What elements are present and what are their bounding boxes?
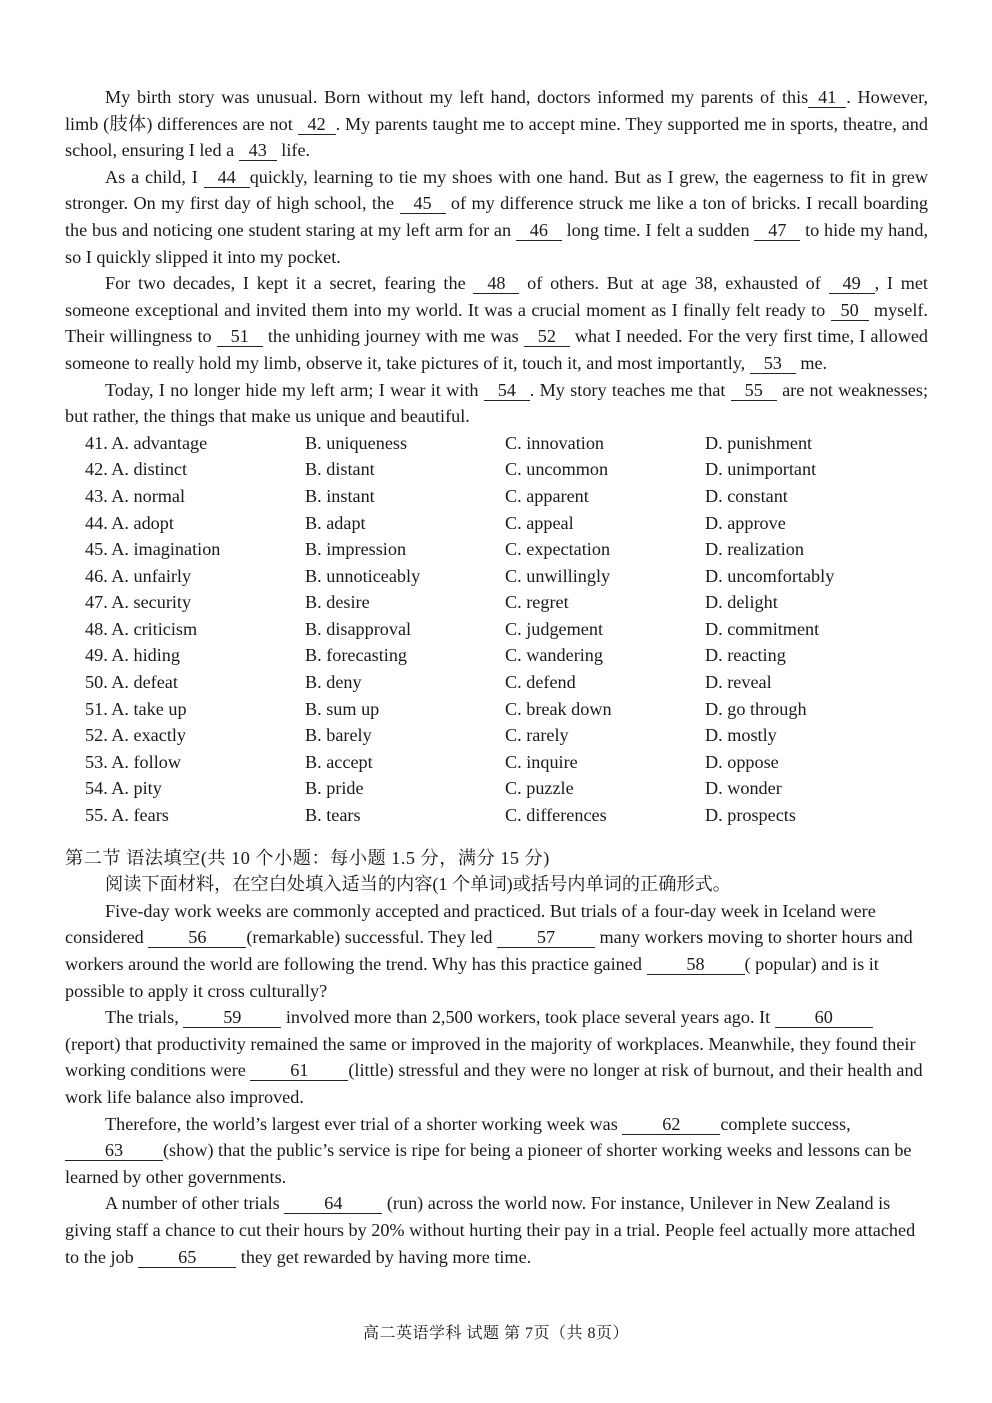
blank-59[interactable]: 59 bbox=[183, 1008, 281, 1028]
cloze-paragraph-4 bbox=[65, 377, 928, 430]
option-row bbox=[65, 775, 928, 802]
option-c[interactable]: C. differences bbox=[505, 805, 607, 826]
blank-65[interactable]: 65 bbox=[138, 1248, 236, 1268]
blank-48[interactable]: 48 bbox=[473, 274, 519, 294]
option-row bbox=[65, 802, 928, 829]
option-c[interactable]: C. wandering bbox=[505, 645, 603, 666]
text: (run) across the world now. For instance, Unilever in New Zealand is giving staff a chance to cut their hours by 20% without hurting their pay in a trial. People feel actually more attached to the job bbox=[65, 1193, 916, 1267]
text: (show) that the public’s service is ripe for being a pioneer of shorter working weeks and lessons can be learned by other governments. bbox=[65, 1140, 912, 1187]
option-row bbox=[65, 696, 928, 723]
option-row bbox=[65, 536, 928, 563]
option-d[interactable]: D. mostly bbox=[705, 725, 777, 746]
option-b[interactable]: B. pride bbox=[305, 778, 364, 799]
option-a[interactable]: 51. A. take up bbox=[85, 698, 187, 719]
option-b[interactable]: B. distant bbox=[305, 459, 375, 480]
text: As a child, I bbox=[105, 166, 204, 187]
option-b[interactable]: B. barely bbox=[305, 725, 372, 746]
section-instruction: 阅读下面材料，在空白处填入适当的内容(1 个单词)或括号内单词的正确形式。 bbox=[105, 874, 731, 895]
text: Five-day work weeks are commonly accepted and practiced. But trials of a four-day week in Iceland were considered bbox=[65, 900, 876, 948]
option-b[interactable]: B. desire bbox=[305, 592, 370, 613]
text: (little) stressful and they were no longer at risk of burnout, and their health and work life balance also improved. bbox=[65, 1060, 923, 1107]
option-c[interactable]: C. expectation bbox=[505, 539, 611, 560]
option-c[interactable]: C. regret bbox=[505, 592, 569, 613]
text: complete success, bbox=[720, 1113, 851, 1134]
text: A number of other trials bbox=[105, 1193, 285, 1214]
option-row bbox=[65, 563, 928, 590]
option-row bbox=[65, 642, 928, 669]
option-b[interactable]: B. disapproval bbox=[305, 618, 412, 639]
text: . My story teaches me that bbox=[529, 379, 731, 400]
options-list bbox=[65, 430, 928, 829]
text: many workers moving to shorter hours and workers around the world are following the trend. Why has this practice gained bbox=[65, 927, 913, 974]
text: what I needed. For the very first time, I allowed someone to really hold my limb, observe it, take pictures of it, touch it, and most importantly, bbox=[65, 326, 928, 373]
blank-64[interactable]: 64 bbox=[284, 1194, 382, 1214]
option-c[interactable]: C. appeal bbox=[505, 512, 574, 533]
option-row bbox=[65, 749, 928, 776]
option-indent bbox=[65, 669, 85, 696]
blank-41[interactable]: 41 bbox=[808, 88, 846, 108]
blank-53[interactable]: 53 bbox=[750, 354, 796, 374]
blank-45[interactable]: 45 bbox=[400, 194, 446, 214]
option-indent bbox=[65, 616, 85, 643]
blank-56[interactable]: 56 bbox=[148, 928, 246, 948]
text: the unhiding journey with me was bbox=[262, 326, 524, 347]
option-c[interactable]: C. apparent bbox=[505, 485, 589, 506]
blank-63[interactable]: 63 bbox=[65, 1141, 163, 1161]
blank-50[interactable]: 50 bbox=[831, 301, 869, 321]
option-indent bbox=[65, 430, 85, 457]
option-indent bbox=[65, 642, 85, 669]
option-a[interactable]: 52. A. exactly bbox=[85, 725, 187, 746]
cloze-paragraph-1 bbox=[65, 84, 928, 164]
option-b[interactable]: B. accept bbox=[305, 751, 373, 772]
option-d[interactable]: D. uncomfortably bbox=[705, 565, 835, 586]
option-d[interactable]: D. commitment bbox=[705, 618, 820, 639]
option-a[interactable]: 45. A. imagination bbox=[85, 539, 221, 560]
option-a[interactable]: 44. A. adopt bbox=[85, 512, 174, 533]
option-a[interactable]: 43. A. normal bbox=[85, 485, 186, 506]
blank-54[interactable]: 54 bbox=[484, 381, 530, 401]
option-row bbox=[65, 722, 928, 749]
option-a[interactable]: 48. A. criticism bbox=[85, 618, 198, 639]
option-indent bbox=[65, 456, 85, 483]
option-c[interactable]: C. judgement bbox=[505, 618, 603, 639]
option-a[interactable]: 42. A. distinct bbox=[85, 459, 188, 480]
option-c[interactable]: C. puzzle bbox=[505, 778, 574, 799]
option-row bbox=[65, 430, 928, 457]
option-row bbox=[65, 616, 928, 643]
option-b[interactable]: B. unnoticeably bbox=[305, 565, 421, 586]
option-d[interactable]: D. go through bbox=[705, 698, 807, 719]
option-indent bbox=[65, 722, 85, 749]
option-d[interactable]: D. constant bbox=[705, 485, 788, 506]
blank-62[interactable]: 62 bbox=[622, 1115, 720, 1135]
option-d[interactable]: D. approve bbox=[705, 512, 786, 533]
grammar-paragraph-2 bbox=[65, 1004, 928, 1110]
cloze-paragraph-3 bbox=[65, 270, 928, 376]
option-row bbox=[65, 669, 928, 696]
text: . My parents taught me to accept mine. They supported me in sports, theatre, and school, ensuring I led a bbox=[65, 113, 928, 161]
option-c[interactable]: C. inquire bbox=[505, 751, 578, 772]
option-b[interactable]: B. instant bbox=[305, 485, 375, 506]
exam-page bbox=[65, 84, 928, 1270]
option-c[interactable]: C. unwillingly bbox=[505, 565, 611, 586]
text: of my difference struck me like a ton of bricks. I recall boarding the bus and noticing one student staring at my left arm for an bbox=[65, 193, 929, 240]
option-row bbox=[65, 456, 928, 483]
option-d[interactable]: D. delight bbox=[705, 592, 778, 613]
option-a[interactable]: 55. A. fears bbox=[85, 805, 169, 826]
option-a[interactable]: 47. A. security bbox=[85, 592, 192, 613]
option-d[interactable]: D. unimportant bbox=[705, 459, 817, 480]
option-b[interactable]: B. impression bbox=[305, 539, 407, 560]
text: . However, limb (肢体) differences are not bbox=[65, 87, 928, 134]
option-d[interactable]: D. wonder bbox=[705, 778, 782, 799]
blank-46[interactable]: 46 bbox=[516, 221, 562, 241]
option-row bbox=[65, 510, 928, 537]
option-b[interactable]: B. sum up bbox=[305, 698, 380, 719]
option-a[interactable]: 50. A. defeat bbox=[85, 672, 178, 693]
option-c[interactable]: C. defend bbox=[505, 672, 576, 693]
text: life. bbox=[276, 140, 311, 161]
option-a[interactable]: 54. A. pity bbox=[85, 778, 162, 799]
option-indent bbox=[65, 563, 85, 590]
option-indent bbox=[65, 589, 85, 616]
option-d[interactable]: D. punishment bbox=[705, 432, 813, 453]
text: The trials, bbox=[105, 1007, 184, 1028]
blank-61[interactable]: 61 bbox=[250, 1061, 348, 1081]
page-footer: 高二英语学科 试题 第 7页（共 8页） bbox=[362, 1325, 629, 1342]
option-indent bbox=[65, 775, 85, 802]
text: ( popular) and is it possible to apply it cross culturally? bbox=[65, 954, 879, 1001]
blank-47[interactable]: 47 bbox=[754, 221, 800, 241]
option-indent bbox=[65, 510, 85, 537]
option-b[interactable]: B. deny bbox=[305, 672, 362, 693]
text: , I met someone exceptional and invited them into my world. It was a crucial moment as I finally felt ready to bbox=[65, 273, 928, 320]
text: they get rewarded by having more time. bbox=[236, 1246, 532, 1267]
text: of others. But at age 38, exhausted of bbox=[519, 273, 829, 294]
option-a[interactable]: 49. A. hiding bbox=[85, 645, 180, 666]
option-indent bbox=[65, 536, 85, 563]
option-a[interactable]: 41. A. advantage bbox=[85, 432, 208, 453]
option-b[interactable]: B. adapt bbox=[305, 512, 366, 533]
text: For two decades, I kept it a secret, fearing the bbox=[105, 273, 474, 294]
option-b[interactable]: B. tears bbox=[305, 805, 361, 826]
option-c[interactable]: C. rarely bbox=[505, 725, 569, 746]
option-indent bbox=[65, 749, 85, 776]
blank-51[interactable]: 51 bbox=[217, 327, 263, 347]
option-d[interactable]: D. prospects bbox=[705, 805, 796, 826]
option-b[interactable]: B. uniqueness bbox=[305, 432, 408, 453]
option-row bbox=[65, 483, 928, 510]
text: Therefore, the world’s largest ever trial of a shorter working week was bbox=[105, 1113, 623, 1134]
grammar-paragraph-3 bbox=[65, 1111, 928, 1191]
option-b[interactable]: B. forecasting bbox=[305, 645, 408, 666]
blank-43[interactable]: 43 bbox=[239, 141, 277, 161]
option-d[interactable]: D. reacting bbox=[705, 645, 786, 666]
blank-52[interactable]: 52 bbox=[524, 327, 570, 347]
section-title: 第二节 语法填空(共 10 个小题：每小题 1.5 分，满分 15 分) bbox=[65, 847, 550, 868]
option-row bbox=[65, 589, 928, 616]
option-indent bbox=[65, 802, 85, 829]
text: (report) that productivity remained the same or improved in the majority of workplaces. Meanwhile, they found their working conditions were bbox=[65, 1033, 916, 1081]
text: My birth story was unusual. Born without my left hand, doctors informed my parents of this bbox=[105, 87, 809, 107]
text: (remarkable) successful. They led bbox=[246, 927, 497, 948]
option-c[interactable]: C. innovation bbox=[505, 432, 605, 453]
option-c[interactable]: C. break down bbox=[505, 698, 612, 719]
text: Today, I no longer hide my left arm; I wear it with bbox=[105, 379, 484, 400]
grammar-paragraph-1 bbox=[65, 898, 928, 1004]
text: myself. Their willingness to bbox=[65, 299, 928, 347]
blank-57[interactable]: 57 bbox=[497, 928, 595, 948]
option-indent bbox=[65, 483, 85, 510]
text: to hide my hand, so I quickly slipped it into my pocket. bbox=[65, 219, 928, 267]
option-d[interactable]: D. reveal bbox=[705, 672, 772, 693]
option-d[interactable]: D. realization bbox=[705, 539, 804, 560]
option-a[interactable]: 53. A. follow bbox=[85, 751, 181, 772]
text: long time. I felt a sudden bbox=[561, 219, 755, 240]
option-c[interactable]: C. uncommon bbox=[505, 459, 609, 480]
blank-49[interactable]: 49 bbox=[829, 274, 875, 294]
text: quickly, learning to tie my shoes with one hand. But as I grew, the eagerness to fit in grew stronger. On my first day of high school, the bbox=[65, 166, 928, 214]
option-a[interactable]: 46. A. unfairly bbox=[85, 565, 192, 586]
blank-60[interactable]: 60 bbox=[775, 1008, 873, 1028]
text: involved more than 2,500 workers, took place several years ago. It bbox=[281, 1007, 775, 1028]
option-d[interactable]: D. oppose bbox=[705, 751, 779, 772]
text: me. bbox=[795, 352, 828, 373]
blank-55[interactable]: 55 bbox=[731, 381, 777, 401]
grammar-paragraph-4 bbox=[65, 1190, 928, 1270]
option-indent bbox=[65, 696, 85, 723]
blank-58[interactable]: 58 bbox=[647, 955, 745, 975]
blank-44[interactable]: 44 bbox=[204, 168, 250, 188]
blank-42[interactable]: 42 bbox=[298, 115, 336, 135]
text: are not weaknesses; but rather, the things that make us unique and beautiful. bbox=[65, 379, 928, 427]
cloze-paragraph-2 bbox=[65, 164, 928, 270]
